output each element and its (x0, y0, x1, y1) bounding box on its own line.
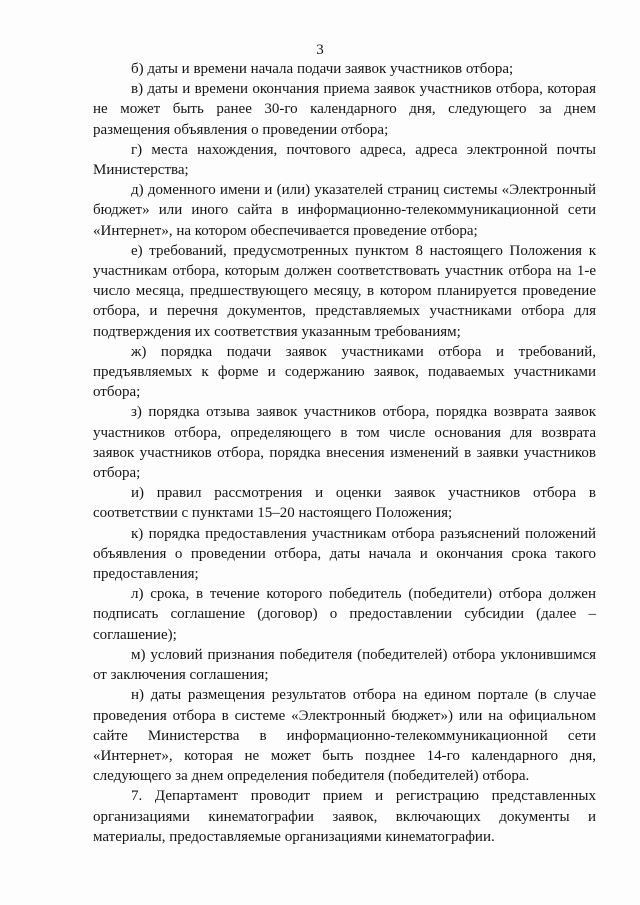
paragraph-k: к) порядка предоставления участникам отбора разъяснений положений объявления о проведении отбора, даты начала и окончания срока такого предоставления; (93, 525, 596, 583)
paragraph-b: б) даты и времени начала подачи заявок участников отбора; (131, 61, 514, 77)
paragraph-m: м) условий признания победителя (победителей) отбора уклонившимся от заключения соглашения; (93, 646, 596, 684)
paragraph-v: в) даты и времени окончания приема заявок участников отбора, которая не может быть ранее 30-го календарного дня, следующего за днем размещения объявления о проведении отбора; (93, 81, 596, 138)
document-body (93, 59, 596, 847)
paragraph-z: з) порядка отзыва заявок участников отбора, порядка возврата заявок участников отбора, определяющего в том числе основания для возврата заявок участников отбора, порядка внесения изменений в заявки участников отбора; (93, 404, 596, 482)
paragraph-i: и) правил рассмотрения и оценки заявок участников отбора в соответствии с пунктами 15–20 настоящего Положения; (93, 485, 596, 522)
page-number: 3 (316, 42, 324, 58)
paragraph-l: л) срока, в течение которого победитель (победители) отбора должен подписать соглашение (договор) о предоставлении субсидии (далее – соглашение); (93, 586, 596, 643)
paragraph-n: н) даты размещения результатов отбора на едином портале (в случае проведения отбора в системе «Электронный бюджет») или на официальном сайте Министерства в информационно-телекоммуникационной сети «Интернет», которая не может быть позднее 14-го календарного дня, следующего за днем определения победителя (победителей) отбора. (93, 687, 596, 785)
paragraph-zh: ж) порядка подачи заявок участниками отбора и требований, предъявляемых к форме и содержанию заявок, подаваемых участниками отбора; (93, 343, 596, 401)
paragraph-e: е) требований, предусмотренных пунктом 8 настоящего Положения к участникам отбора, которым должен соответствовать участник отбора на 1-е число месяца, предшествующего месяцу, в котором планируется проведение отбора, и перечня документов, представляемых участниками отбора для подтверждения их соответствия указанным требованиям; (93, 242, 596, 340)
paragraph-g: г) места нахождения, почтового адреса, адреса электронной почты Министерства; (93, 141, 596, 179)
paragraph-d: д) доменного имени и (или) указателей страниц системы «Электронный бюджет» или иного сайта в информационно-телекоммуникационной сети «Интернет», на котором обеспечивается проведение отбора; (93, 182, 596, 239)
paragraph-7: 7. Департамент проводит прием и регистрацию представленных организациями кинематографии заявок, включающих документы и материалы, предоставляемые организациями кинематографии. (93, 788, 596, 845)
